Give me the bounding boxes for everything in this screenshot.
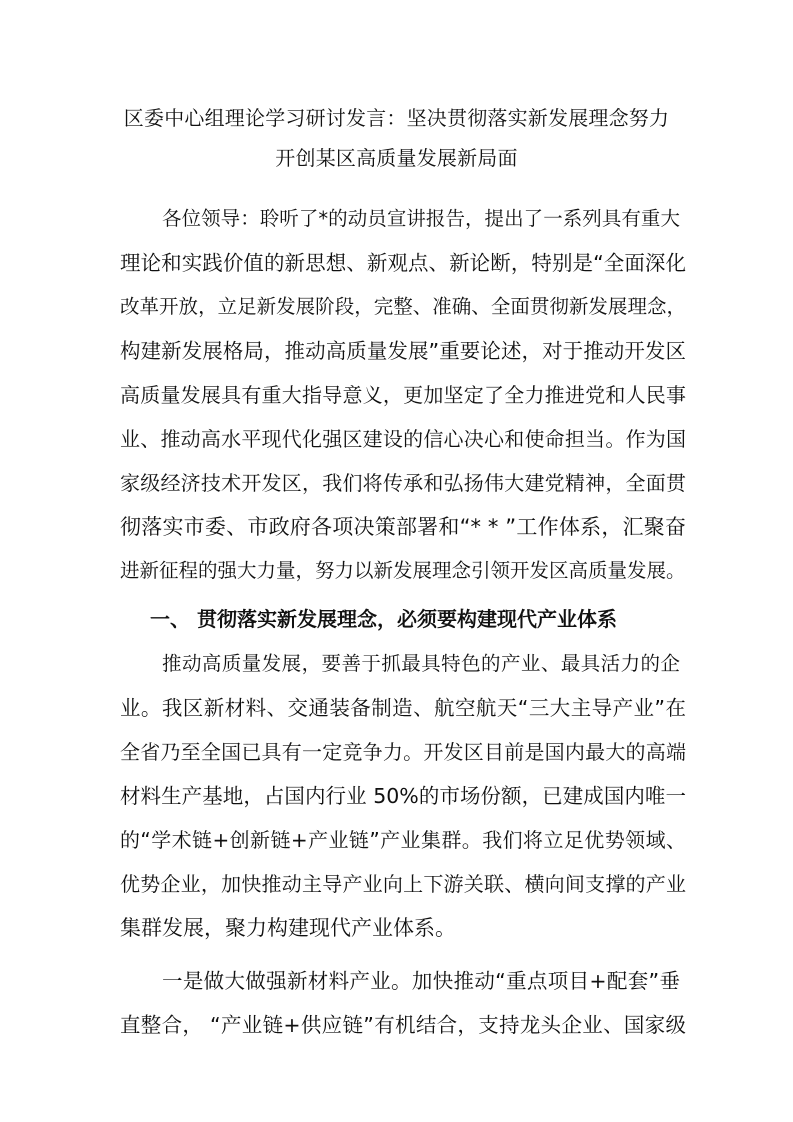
paragraph-2-line: 推动高质量发展，要善于抓最具特色的产业、最具活力的企 — [162, 652, 680, 675]
paragraph-1-line: 构建新发展格局，推动高质量发展”重要论述，对于推动开发区 — [120, 339, 686, 363]
document-title-line-2: 开创某区高质量发展新局面 — [275, 146, 518, 170]
paragraph-1-line: 理论和实践价值的新思想、新观点、新论断，特别是“全面深化 — [120, 251, 686, 275]
paragraph-3-line: 一是做大做强新材料产业。加快推动“重点项目+配套”垂 — [162, 969, 680, 993]
paragraph-1-line: 业、推动高水平现代化强区建设的信心决心和使命担当。作为国 — [120, 427, 686, 451]
paragraph-2-line: 材料生产基地，占国内行业 50%的市场份额，已建成国内唯一 — [120, 784, 686, 808]
document-title-line-1: 区委中心组理论学习研讨发言：坚决贯彻落实新发展理念努力 — [123, 106, 670, 130]
paragraph-2-line: 优势企业，加快推动主导产业向上下游关联、横向间支撑的产业 — [120, 872, 686, 896]
paragraph-1-line: 进新征程的强大力量，努力以新发展理念引领开发区高质量发展。 — [120, 559, 686, 582]
paragraph-2-line: 全省乃至全国已具有一定竞争力。开发区目前是国内最大的高端 — [120, 740, 686, 764]
paragraph-1-line: 改革开放，立足新发展阶段，完整、准确、全面贯彻新发展理念， — [120, 295, 686, 318]
paragraph-1-line: 家级经济技术开发区，我们将传承和弘扬伟大建党精神，全面贯 — [120, 471, 686, 495]
paragraph-1-line: 彻落实市委、市政府各项决策部署和“* * ”工作体系，汇聚奋 — [120, 515, 686, 539]
paragraph-2-line: 业。我区新材料、交通装备制造、航空航天“三大主导产业”在 — [120, 696, 686, 720]
paragraph-3-line: 直整合， “产业链+供应链”有机结合，支持龙头企业、国家级 — [120, 1013, 686, 1037]
paragraph-2-line: 集群发展，聚力构建现代产业体系。 — [120, 916, 456, 940]
paragraph-2-line: 的“学术链+创新链+产业链”产业集群。我们将立足优势领域、 — [120, 828, 686, 852]
section-heading-1: 一、 贯彻落实新发展理念，必须要构建现代产业体系 — [150, 607, 617, 631]
paragraph-1-line: 高质量发展具有重大指导意义，更加坚定了全力推进党和人民事 — [120, 383, 686, 407]
paragraph-1-line: 各位领导：聆听了*的动员宣讲报告，提出了一系列具有重大 — [162, 207, 680, 230]
